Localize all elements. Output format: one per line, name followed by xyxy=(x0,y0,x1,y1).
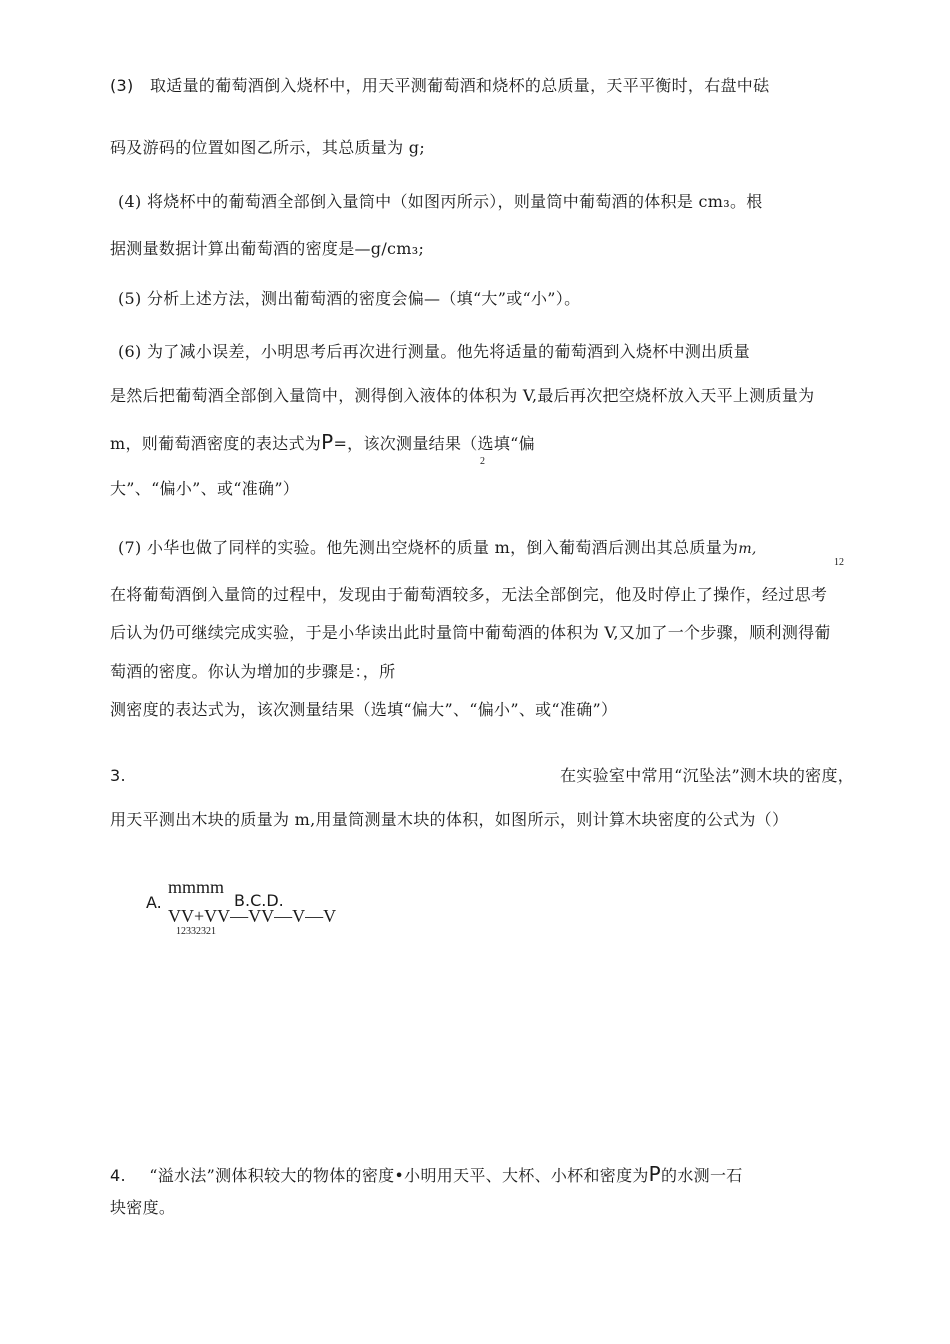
q2-part7-line1-text: (7) 小华也做了同样的实验。他先测出空烧杯的质量 m，倒入葡萄酒后测出其总质量为 xyxy=(118,538,739,557)
q2-part7-line1 xyxy=(118,538,757,559)
q2-part4-line1: (4) 将烧杯中的葡萄酒全部倒入量筒中（如图丙所示），则量筒中葡萄酒的体积是 cm₃。根 xyxy=(118,192,763,211)
q2-part6-line2: 是然后把葡萄酒全部倒入量筒中，测得倒入液体的体积为 V,最后再次把空烧杯放入天平上测质量为 xyxy=(110,386,815,405)
q2-part6-line3-start: m，则葡萄酒密度的表达式为 xyxy=(110,434,322,453)
q2-part7-line5: 测密度的表达式为，该次测量结果（选填“偏大”、“偏小”、或“准确”） xyxy=(110,700,618,719)
q3-denominators: VV+VV—VV—V—V xyxy=(168,906,337,926)
q4-number: 4. xyxy=(110,1166,126,1185)
q3-options-bcd: B.C.D. xyxy=(234,891,284,910)
q4-line1-end: 的水测一石 xyxy=(661,1166,743,1185)
q2-part6-subscript: 2 xyxy=(480,456,485,467)
q2-part3-number: (3) xyxy=(110,76,134,95)
q2-part3-line2: 码及游码的位置如图乙所示，其总质量为 g; xyxy=(110,138,426,157)
rho-symbol: P xyxy=(648,1162,662,1186)
q3-number: 3. xyxy=(110,766,126,785)
q2-part6-line3-end: =，该次测量结果（选填“偏 xyxy=(333,434,535,453)
q4-line1 xyxy=(110,1164,743,1186)
q4-line2: 块密度。 xyxy=(110,1198,176,1217)
q2-part3-line1: 取适量的葡萄酒倒入烧杯中，用天平测葡萄酒和烧杯的总质量，天平平衡时，右盘中砝 xyxy=(150,76,770,95)
q2-part7-subscript: 12 xyxy=(834,557,844,568)
q3-subscripts: 12332321 xyxy=(176,926,216,937)
q3-option-a: A. xyxy=(146,893,162,912)
q2-part5-line1: (5) 分析上述方法，测出葡萄酒的密度会偏—（填“大”或“小”）。 xyxy=(118,289,581,308)
q3-line2: 用天平测出木块的质量为 m,用量筒测量木块的体积，如图所示，则计算木块密度的公式为（） xyxy=(110,810,789,829)
q2-part7-line4: 萄酒的密度。你认为增加的步骤是：，所 xyxy=(110,662,396,681)
q2-part6-line3 xyxy=(110,432,535,454)
q3-numerators: mmmm xyxy=(168,877,225,897)
q4-line1-text: “溢水法”测体积较大的物体的密度•小明用天平、大杯、小杯和密度为 xyxy=(149,1166,649,1185)
q2-part6-line1: (6) 为了减小误差，小明思考后再次进行测量。他先将适量的葡萄酒到入烧杯中测出质量 xyxy=(118,342,751,361)
q3-line1: 在实验室中常用“沉坠法”测木块的密度， xyxy=(560,766,855,785)
q2-part7-m-symbol: m, xyxy=(738,541,757,557)
rho-symbol: P xyxy=(321,430,334,454)
q2-part7-line2: 在将葡萄酒倒入量筒的过程中，发现由于葡萄酒较多，无法全部倒完，他及时停止了操作，经过思考 xyxy=(110,585,828,604)
q2-part4-line2: 据测量数据计算出葡萄酒的密度是—g/cm₃; xyxy=(110,239,425,258)
q2-part7-line3: 后认为仍可继续完成实验，于是小华读出此时量筒中葡萄酒的体积为 V,又加了一个步骤，顺利测得葡 xyxy=(110,623,831,642)
q2-part6-line4: 大”、“偏小”、或“准确”） xyxy=(110,479,300,498)
